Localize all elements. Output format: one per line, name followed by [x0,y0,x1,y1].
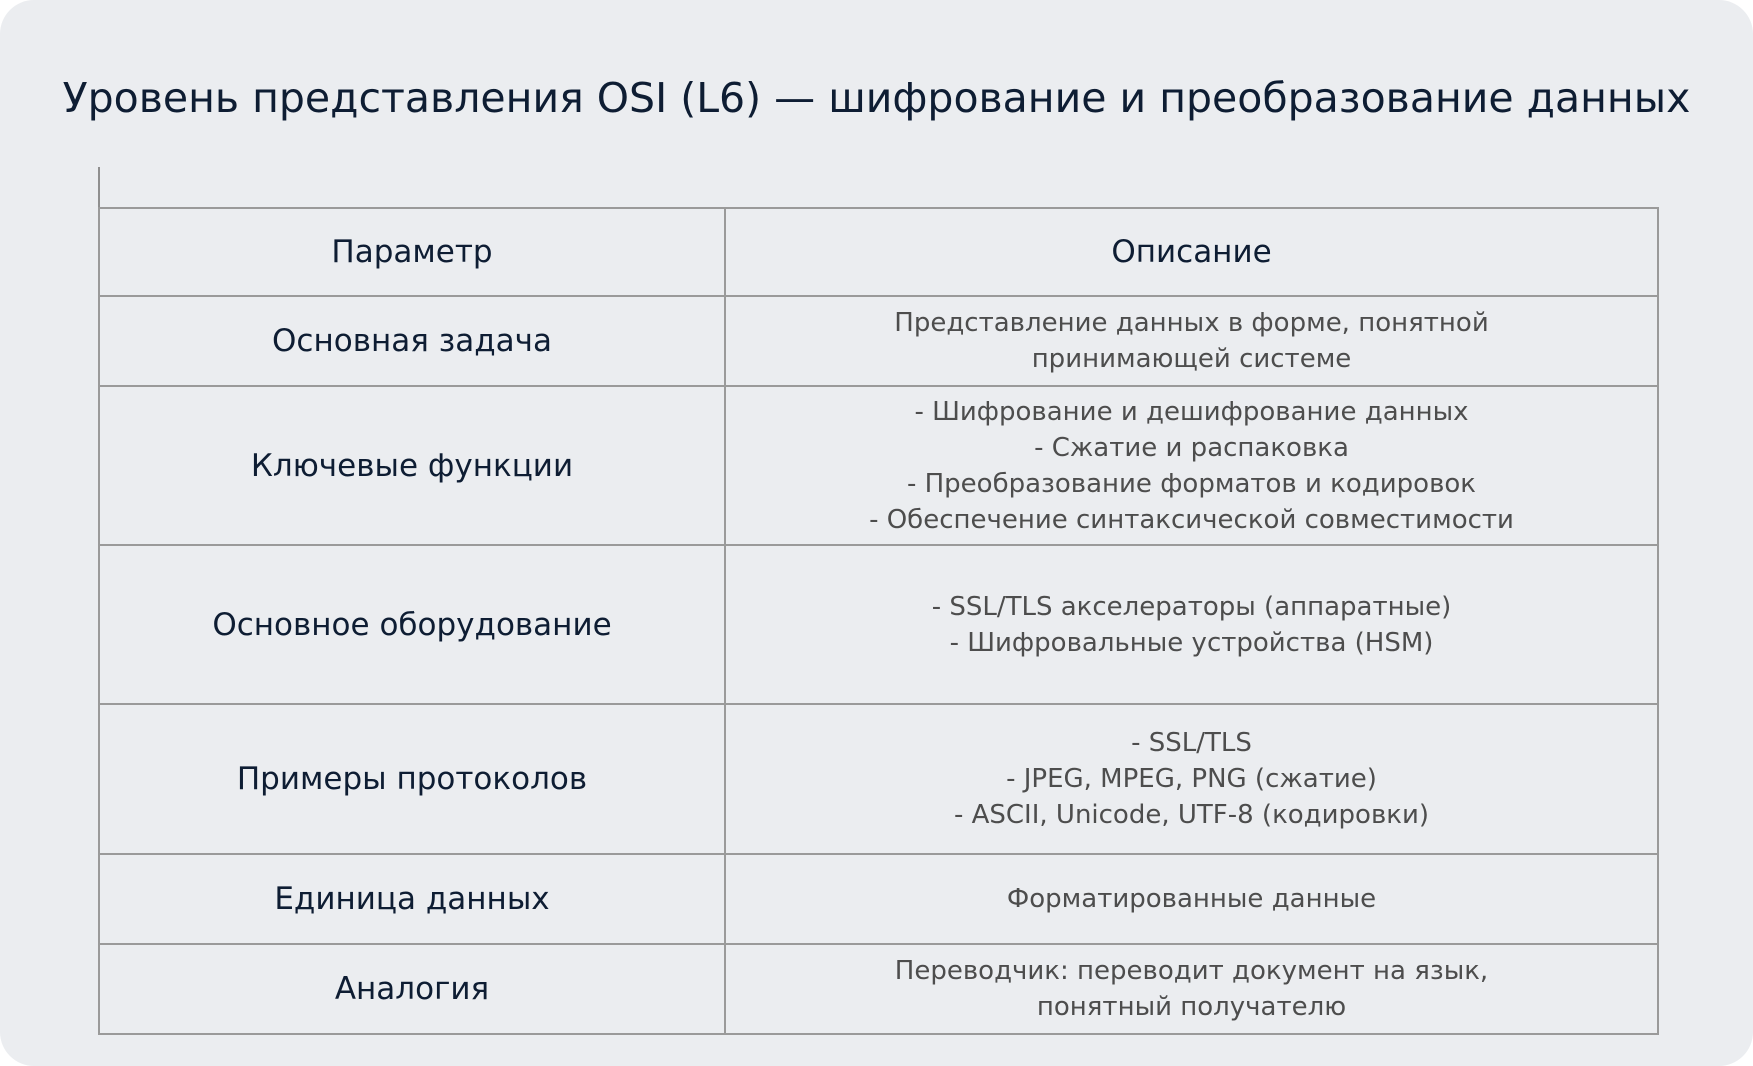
table-header-row [99,208,1658,296]
description-line: понятный получателю [1036,992,1347,1022]
row-parameter: Примеры протоколов [99,704,725,854]
description-line: Форматированные данные [1006,884,1377,914]
row-parameter: Аналогия [99,944,725,1034]
row-parameter: Ключевые функции [99,386,725,545]
row-description [725,545,1658,704]
description-line: - SSL/TLS [1131,728,1252,758]
osi-table [98,207,1659,1035]
description-line: - Шифрование и дешифрование данных [914,396,1469,427]
row-description [725,854,1658,944]
description-line: - JPEG, MPEG, PNG (сжатие) [1006,764,1377,794]
description-line: - Шифровальные устройства (HSM) [949,627,1434,658]
table-row [99,296,1658,386]
row-parameter: Основное оборудование [99,545,725,704]
description-line: Представление данных в форме, понятной [894,308,1489,338]
table-row [99,944,1658,1034]
row-description [725,704,1658,854]
description-line: - Преобразование форматов и кодировок [906,468,1477,499]
row-parameter: Основная задача [99,296,725,386]
description-line: - ASCII, Unicode, UTF-8 (кодировки) [953,800,1430,830]
description-line: Переводчик: переводит документ на язык, [894,956,1489,986]
row-description [725,386,1658,545]
table-row [99,386,1658,545]
table-top-line [98,167,100,209]
table-row [99,854,1658,944]
column-header-description: Описание [725,208,1658,296]
description-line: - SSL/TLS акселераторы (аппаратные) [931,591,1452,622]
description-line: - Сжатие и распаковка [1034,432,1349,463]
description-line: - Обеспечение синтаксической совместимости [869,504,1514,535]
row-description [725,296,1658,386]
description-line: принимающей системе [1031,344,1352,374]
row-parameter: Единица данных [99,854,725,944]
column-header-parameter: Параметр [99,208,725,296]
table-row [99,545,1658,704]
page-title: Уровень представления OSI (L6) — шифрование и преобразование данных [62,74,1691,122]
table-row [99,704,1658,854]
row-description [725,944,1658,1034]
